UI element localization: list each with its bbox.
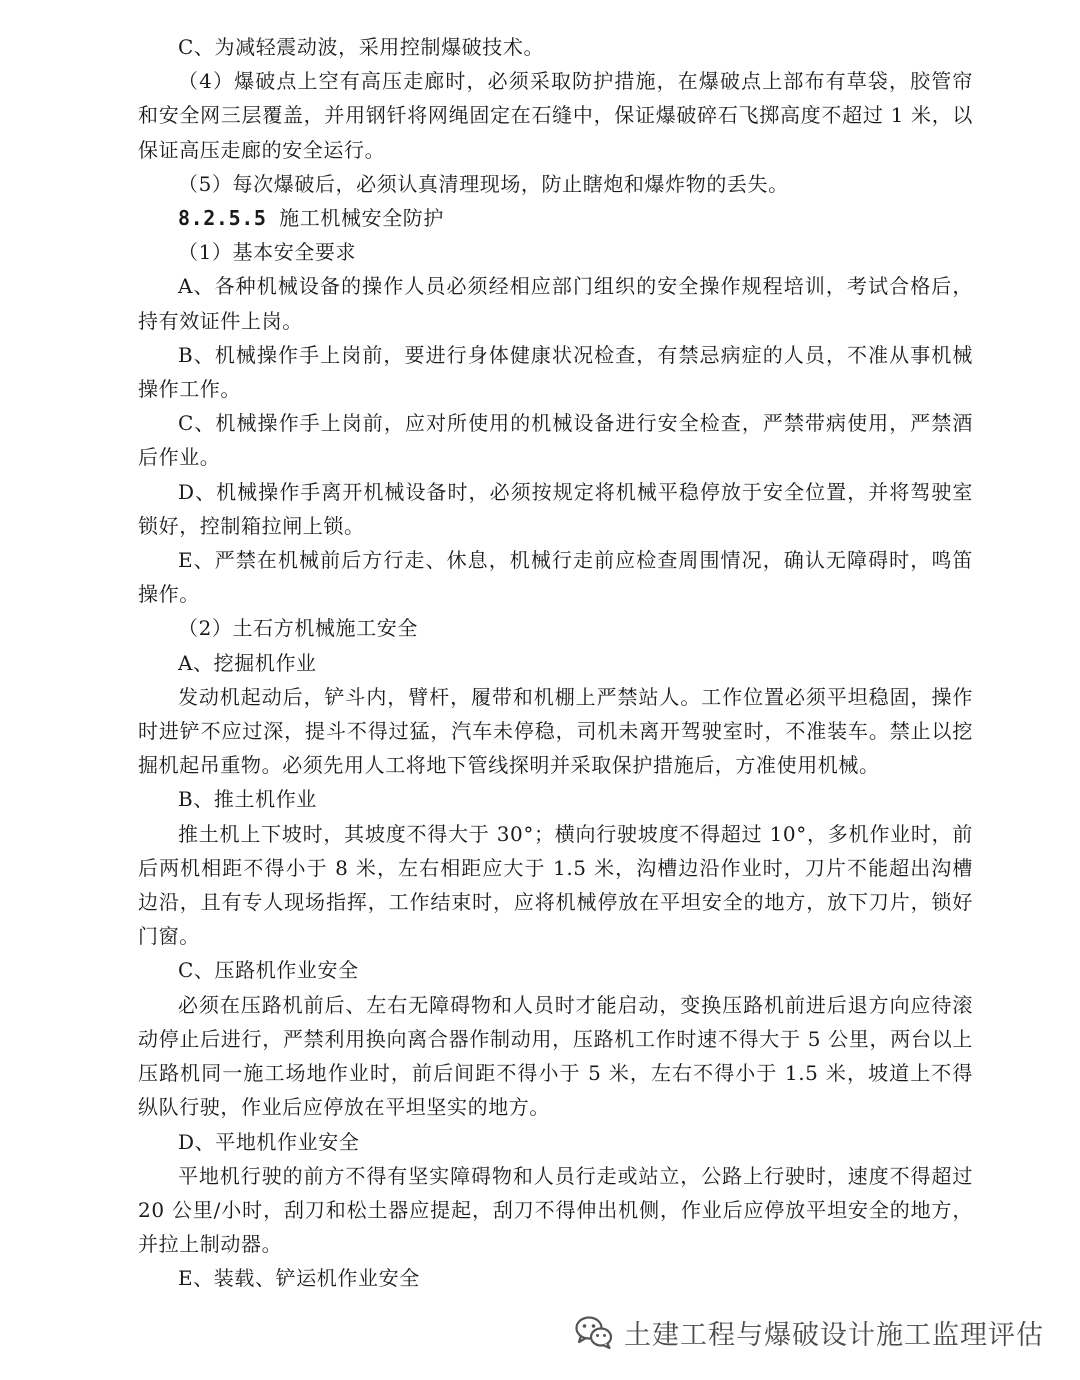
- paragraph: 平地机行驶的前方不得有坚实障碍物和人员行走或站立，公路上行驶时，速度不得超过 20 公里/小时，刮刀和松土器应提起，刮刀不得伸出机侧，作业后应停放平坦安全的地方，并拉上制动器。: [138, 1163, 973, 1257]
- watermark-text: 土建工程与爆破设计施工监理评估: [624, 1319, 1044, 1351]
- paragraph: （5）每次爆破后，必须认真清理现场，防止瞎炮和爆炸物的丢失。: [178, 171, 789, 196]
- paragraph: D、机械操作手离开机械设备时，必须按规定将机械平稳停放于安全位置，并将驾驶室锁好，控制箱拉闸上锁。: [138, 479, 973, 538]
- paragraph: C、压路机作业安全: [178, 958, 359, 983]
- paragraph: 必须在压路机前后、左右无障碍物和人员时才能启动，变换压路机前进后退方向应待滚动停止后进行，严禁利用换向离合器作制动用，压路机工作时速不得大于 5 公里，两台以上压路机同一施工场地作业时，前后间距不得小于 5 米，左右不得小于 1.5 米，坡道上不得纵队行驶，作业后应停放在平坦坚实的地方。: [138, 992, 973, 1120]
- wechat-icon: [574, 1314, 614, 1350]
- paragraph: E、装载、铲运机作业安全: [178, 1266, 420, 1291]
- section-heading: 8.2.5.5 施工机械安全防护: [178, 206, 444, 231]
- paragraph: E、严禁在机械前后方行走、休息，机械行走前应检查周围情况，确认无障碍时，鸣笛操作。: [138, 548, 973, 607]
- paragraph: 推土机上下坡时，其坡度不得大于 30°；横向行驶坡度不得超过 10°，多机作业时，前后两机相距不得小于 8 米，左右相距应大于 1.5 米，沟槽边沿作业时，刀片不能超出沟槽边沿，且有专人现场指挥，工作结束时，应将机械停放在平坦安全的地方，放下刀片，锁好门窗。: [138, 821, 973, 949]
- watermark: [574, 1312, 1044, 1352]
- paragraph: （2）土石方机械施工安全: [178, 616, 418, 641]
- paragraph: （1）基本安全要求: [178, 240, 357, 265]
- paragraph: C、机械操作手上岗前，应对所使用的机械设备进行安全检查，严禁带病使用，严禁酒后作业。: [138, 411, 973, 470]
- paragraph: B、机械操作手上岗前，要进行身体健康状况检查，有禁忌病症的人员，不准从事机械操作工作。: [138, 342, 973, 402]
- document-body: [138, 30, 973, 1296]
- paragraph: A、挖掘机作业: [178, 650, 317, 675]
- paragraph: D、平地机作业安全: [178, 1129, 360, 1154]
- paragraph: 发动机起动后，铲斗内，臂杆，履带和机棚上严禁站人。工作位置必须平坦稳固，操作时进铲不应过深，提斗不得过猛，汽车未停稳，司机未离开驾驶室时，不准装车。禁止以挖掘机起吊重物。必须先用人工将地下管线探明并采取保护措施后，方准使用机械。: [138, 684, 973, 778]
- paragraph: C、为减轻震动波，采用控制爆破技术。: [178, 35, 545, 59]
- paragraph: A、各种机械设备的操作人员必须经相应部门组织的安全操作规程培训，考试合格后，持有效证件上岗。: [138, 274, 973, 333]
- paragraph: （4）爆破点上空有高压走廊时，必须采取防护措施，在爆破点上部布有草袋，胶管帘和安全网三层覆盖，并用钢钎将网绳固定在石缝中，保证爆破碎石飞掷高度不超过 1 米，以保证高压走廊的安全运行。: [138, 69, 973, 162]
- paragraph: B、推土机作业: [178, 787, 317, 812]
